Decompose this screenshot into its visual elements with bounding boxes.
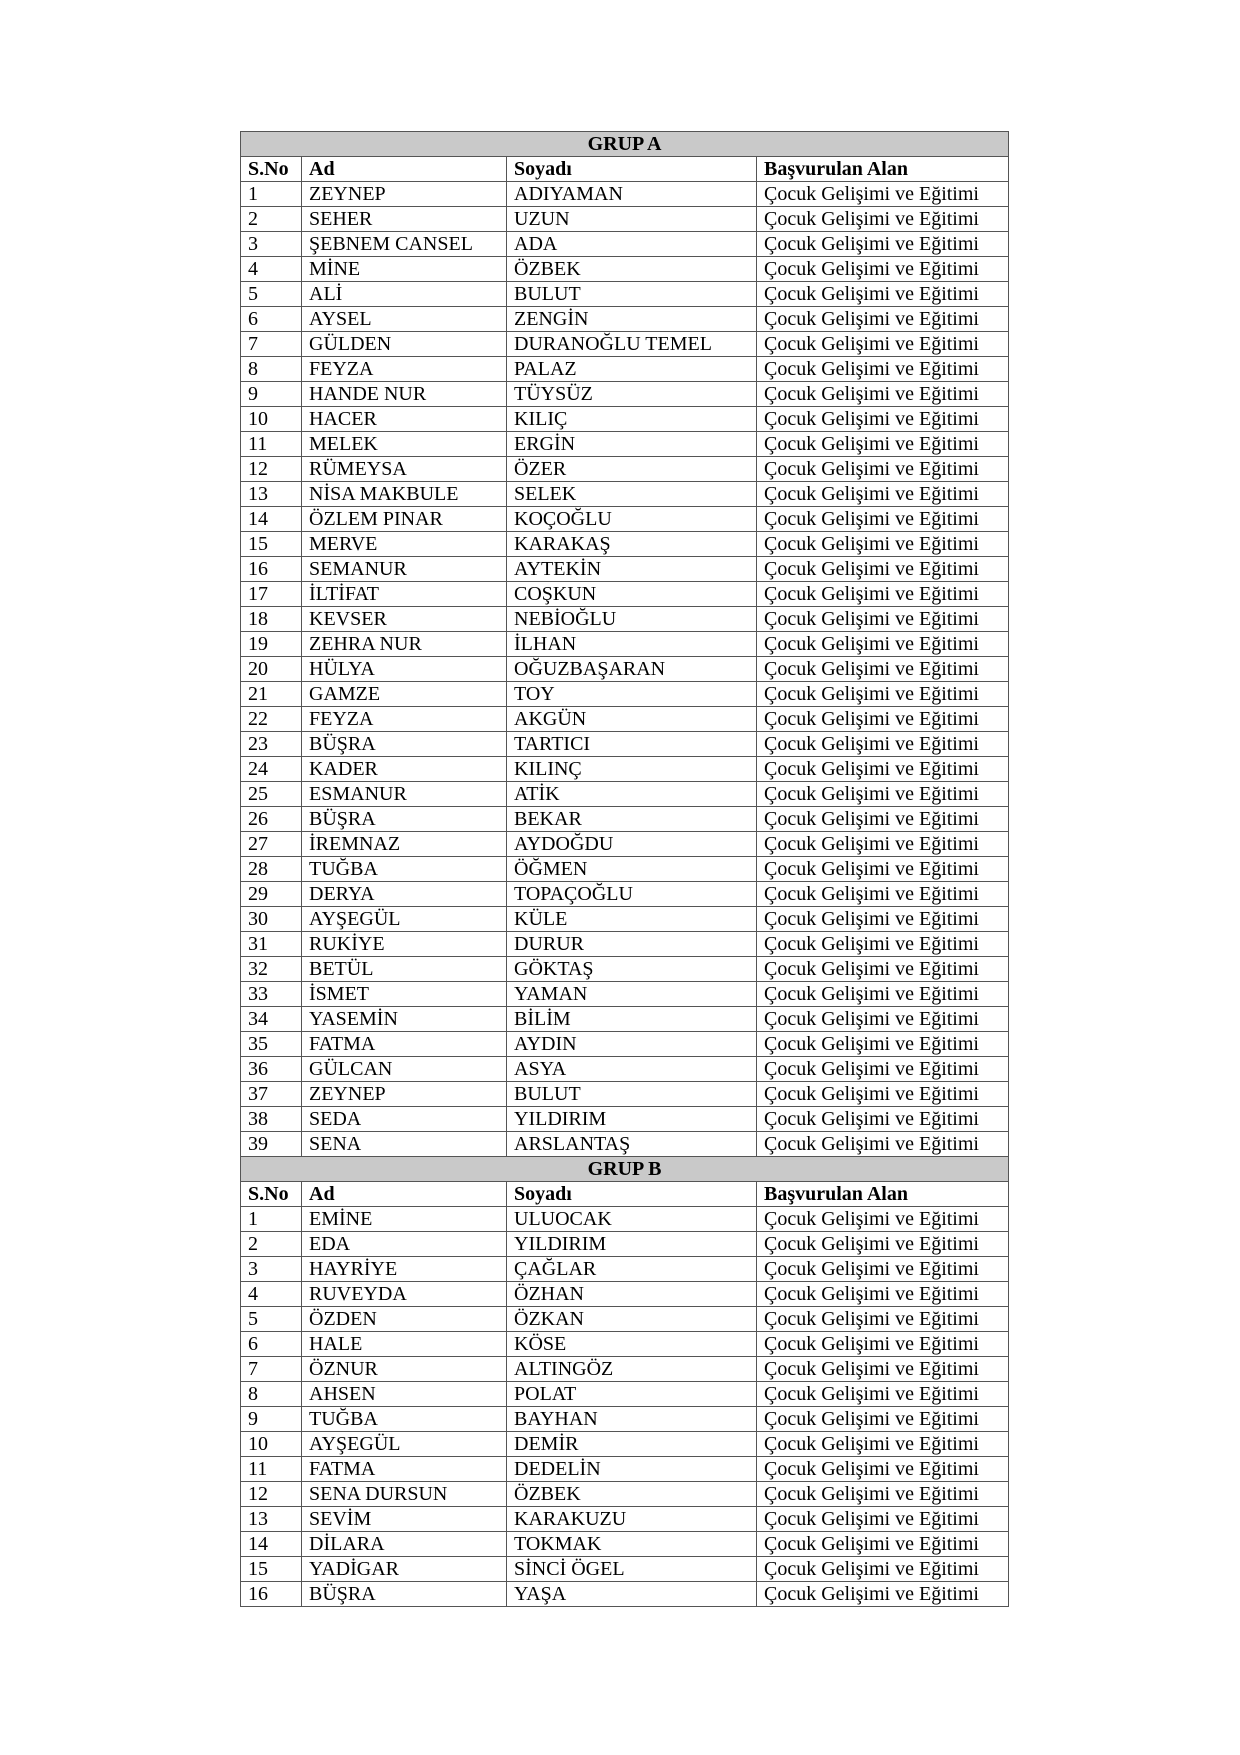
alan-cell: Çocuk Gelişimi ve Eğitimi	[757, 882, 1009, 907]
soyadi-cell: ÖZHAN	[507, 1282, 757, 1307]
table-row	[241, 1082, 1009, 1107]
sno-cell: 16	[241, 557, 302, 582]
ad-cell: RUKİYE	[302, 932, 507, 957]
soyadi-cell: BİLİM	[507, 1007, 757, 1032]
sno-cell: 33	[241, 982, 302, 1007]
soyadi-cell: ADA	[507, 232, 757, 257]
table-row	[241, 932, 1009, 957]
sno-cell: 12	[241, 457, 302, 482]
alan-cell: Çocuk Gelişimi ve Eğitimi	[757, 182, 1009, 207]
sno-cell: 29	[241, 882, 302, 907]
alan-cell: Çocuk Gelişimi ve Eğitimi	[757, 1232, 1009, 1257]
soyadi-cell: BEKAR	[507, 807, 757, 832]
alan-header: Başvurulan Alan	[757, 157, 1009, 182]
alan-cell: Çocuk Gelişimi ve Eğitimi	[757, 1407, 1009, 1432]
soyadi-cell: YILDIRIM	[507, 1232, 757, 1257]
soyadi-cell: ÖZBEK	[507, 257, 757, 282]
ad-cell: EMİNE	[302, 1207, 507, 1232]
sno-cell: 27	[241, 832, 302, 857]
soyadi-cell: GÖKTAŞ	[507, 957, 757, 982]
sno-cell: 35	[241, 1032, 302, 1057]
table-row	[241, 857, 1009, 882]
alan-cell: Çocuk Gelişimi ve Eğitimi	[757, 232, 1009, 257]
alan-cell: Çocuk Gelişimi ve Eğitimi	[757, 732, 1009, 757]
ad-cell: BÜŞRA	[302, 807, 507, 832]
table-row	[241, 1032, 1009, 1057]
table-row	[241, 557, 1009, 582]
table-row	[241, 1407, 1009, 1432]
soyadi-cell: KARAKAŞ	[507, 532, 757, 557]
ad-cell: EDA	[302, 1232, 507, 1257]
soyadi-cell: İLHAN	[507, 632, 757, 657]
alan-cell: Çocuk Gelişimi ve Eğitimi	[757, 1257, 1009, 1282]
ad-cell: ÖZNUR	[302, 1357, 507, 1382]
table-row	[241, 1232, 1009, 1257]
sno-cell: 5	[241, 282, 302, 307]
table-row	[241, 1582, 1009, 1607]
ad-cell: AHSEN	[302, 1382, 507, 1407]
table-row	[241, 1007, 1009, 1032]
ad-cell: İSMET	[302, 982, 507, 1007]
ad-cell: KEVSER	[302, 607, 507, 632]
soyadi-cell: BULUT	[507, 1082, 757, 1107]
table-row	[241, 507, 1009, 532]
soyadi-cell: OĞUZBAŞARAN	[507, 657, 757, 682]
sno-header: S.No	[241, 1182, 302, 1207]
alan-cell: Çocuk Gelişimi ve Eğitimi	[757, 1207, 1009, 1232]
soyadi-cell: COŞKUN	[507, 582, 757, 607]
sno-cell: 8	[241, 357, 302, 382]
table-row	[241, 1507, 1009, 1532]
table-row	[241, 832, 1009, 857]
sno-cell: 17	[241, 582, 302, 607]
table-row	[241, 882, 1009, 907]
alan-cell: Çocuk Gelişimi ve Eğitimi	[757, 1557, 1009, 1582]
ad-header: Ad	[302, 1182, 507, 1207]
soyadi-cell: PALAZ	[507, 357, 757, 382]
alan-cell: Çocuk Gelişimi ve Eğitimi	[757, 432, 1009, 457]
table-row	[241, 732, 1009, 757]
alan-cell: Çocuk Gelişimi ve Eğitimi	[757, 1007, 1009, 1032]
soyadi-cell: ULUOCAK	[507, 1207, 757, 1232]
ad-cell: HANDE NUR	[302, 382, 507, 407]
soyadi-cell: ERGİN	[507, 432, 757, 457]
alan-cell: Çocuk Gelişimi ve Eğitimi	[757, 532, 1009, 557]
ad-cell: ZEYNEP	[302, 182, 507, 207]
sno-cell: 9	[241, 1407, 302, 1432]
ad-cell: DERYA	[302, 882, 507, 907]
ad-cell: MİNE	[302, 257, 507, 282]
alan-cell: Çocuk Gelişimi ve Eğitimi	[757, 907, 1009, 932]
table-row	[241, 782, 1009, 807]
sno-cell: 4	[241, 1282, 302, 1307]
soyadi-cell: ÇAĞLAR	[507, 1257, 757, 1282]
soyadi-cell: AYTEKİN	[507, 557, 757, 582]
soyadi-cell: DURANOĞLU TEMEL	[507, 332, 757, 357]
soyadi-cell: SİNCİ ÖGEL	[507, 1557, 757, 1582]
sno-cell: 38	[241, 1107, 302, 1132]
sno-cell: 36	[241, 1057, 302, 1082]
alan-cell: Çocuk Gelişimi ve Eğitimi	[757, 632, 1009, 657]
ad-cell: BETÜL	[302, 957, 507, 982]
sno-cell: 5	[241, 1307, 302, 1332]
table-row	[241, 757, 1009, 782]
sno-cell: 13	[241, 1507, 302, 1532]
soyadi-cell: YILDIRIM	[507, 1107, 757, 1132]
sno-cell: 34	[241, 1007, 302, 1032]
alan-cell: Çocuk Gelişimi ve Eğitimi	[757, 1307, 1009, 1332]
ad-cell: SEDA	[302, 1107, 507, 1132]
table-row	[241, 1282, 1009, 1307]
soyadi-cell: YAŞA	[507, 1582, 757, 1607]
ad-cell: YADİGAR	[302, 1557, 507, 1582]
column-header-row	[241, 157, 1009, 182]
alan-cell: Çocuk Gelişimi ve Eğitimi	[757, 1532, 1009, 1557]
soyadi-header: Soyadı	[507, 1182, 757, 1207]
soyadi-cell: KÜLE	[507, 907, 757, 932]
alan-cell: Çocuk Gelişimi ve Eğitimi	[757, 282, 1009, 307]
sno-cell: 3	[241, 232, 302, 257]
table-row	[241, 357, 1009, 382]
ad-cell: FATMA	[302, 1032, 507, 1057]
ad-cell: YASEMİN	[302, 1007, 507, 1032]
soyadi-cell: DEMİR	[507, 1432, 757, 1457]
soyadi-cell: ÖZER	[507, 457, 757, 482]
group-title: GRUP A	[241, 132, 1009, 157]
alan-cell: Çocuk Gelişimi ve Eğitimi	[757, 382, 1009, 407]
ad-cell: FATMA	[302, 1457, 507, 1482]
ad-cell: FEYZA	[302, 357, 507, 382]
alan-cell: Çocuk Gelişimi ve Eğitimi	[757, 1432, 1009, 1457]
ad-cell: HAYRİYE	[302, 1257, 507, 1282]
sno-cell: 10	[241, 407, 302, 432]
alan-cell: Çocuk Gelişimi ve Eğitimi	[757, 1382, 1009, 1407]
sno-cell: 11	[241, 432, 302, 457]
soyadi-cell: KILINÇ	[507, 757, 757, 782]
ad-cell: SEHER	[302, 207, 507, 232]
ad-cell: MERVE	[302, 532, 507, 557]
alan-cell: Çocuk Gelişimi ve Eğitimi	[757, 307, 1009, 332]
soyadi-cell: DURUR	[507, 932, 757, 957]
table-row	[241, 682, 1009, 707]
table-row	[241, 707, 1009, 732]
table-row	[241, 657, 1009, 682]
table-row	[241, 1457, 1009, 1482]
soyadi-cell: ÖZBEK	[507, 1482, 757, 1507]
alan-cell: Çocuk Gelişimi ve Eğitimi	[757, 757, 1009, 782]
alan-cell: Çocuk Gelişimi ve Eğitimi	[757, 1482, 1009, 1507]
table-row	[241, 482, 1009, 507]
ad-cell: GÜLCAN	[302, 1057, 507, 1082]
group-title: GRUP B	[241, 1157, 1009, 1182]
soyadi-cell: NEBİOĞLU	[507, 607, 757, 632]
sno-cell: 14	[241, 507, 302, 532]
table-row	[241, 1357, 1009, 1382]
alan-cell: Çocuk Gelişimi ve Eğitimi	[757, 607, 1009, 632]
table-row	[241, 182, 1009, 207]
alan-cell: Çocuk Gelişimi ve Eğitimi	[757, 832, 1009, 857]
ad-cell: ALİ	[302, 282, 507, 307]
sno-cell: 30	[241, 907, 302, 932]
soyadi-cell: YAMAN	[507, 982, 757, 1007]
table-row	[241, 282, 1009, 307]
table-row	[241, 257, 1009, 282]
ad-cell: AYŞEGÜL	[302, 1432, 507, 1457]
alan-cell: Çocuk Gelişimi ve Eğitimi	[757, 807, 1009, 832]
soyadi-cell: AYDIN	[507, 1032, 757, 1057]
table-row	[241, 807, 1009, 832]
table-row	[241, 1307, 1009, 1332]
table-row	[241, 432, 1009, 457]
alan-cell: Çocuk Gelişimi ve Eğitimi	[757, 557, 1009, 582]
sno-cell: 8	[241, 1382, 302, 1407]
alan-cell: Çocuk Gelişimi ve Eğitimi	[757, 1582, 1009, 1607]
ad-cell: DİLARA	[302, 1532, 507, 1557]
ad-cell: ZEHRA NUR	[302, 632, 507, 657]
sno-cell: 2	[241, 1232, 302, 1257]
sno-cell: 4	[241, 257, 302, 282]
alan-cell: Çocuk Gelişimi ve Eğitimi	[757, 207, 1009, 232]
table-row	[241, 1382, 1009, 1407]
soyadi-cell: KÖSE	[507, 1332, 757, 1357]
alan-header: Başvurulan Alan	[757, 1182, 1009, 1207]
sno-cell: 23	[241, 732, 302, 757]
table-row	[241, 1332, 1009, 1357]
ad-cell: AYSEL	[302, 307, 507, 332]
sno-cell: 14	[241, 1532, 302, 1557]
table-row	[241, 232, 1009, 257]
sno-cell: 10	[241, 1432, 302, 1457]
ad-cell: İLTİFAT	[302, 582, 507, 607]
soyadi-cell: UZUN	[507, 207, 757, 232]
soyadi-cell: BAYHAN	[507, 1407, 757, 1432]
table-row	[241, 207, 1009, 232]
table-row	[241, 332, 1009, 357]
ad-header: Ad	[302, 157, 507, 182]
sno-cell: 11	[241, 1457, 302, 1482]
ad-cell: SEVİM	[302, 1507, 507, 1532]
alan-cell: Çocuk Gelişimi ve Eğitimi	[757, 1507, 1009, 1532]
soyadi-cell: SELEK	[507, 482, 757, 507]
ad-cell: ZEYNEP	[302, 1082, 507, 1107]
soyadi-cell: TOPAÇOĞLU	[507, 882, 757, 907]
alan-cell: Çocuk Gelişimi ve Eğitimi	[757, 1357, 1009, 1382]
ad-cell: HÜLYA	[302, 657, 507, 682]
sno-cell: 32	[241, 957, 302, 982]
ad-cell: BÜŞRA	[302, 1582, 507, 1607]
sno-cell: 12	[241, 1482, 302, 1507]
soyadi-cell: KARAKUZU	[507, 1507, 757, 1532]
alan-cell: Çocuk Gelişimi ve Eğitimi	[757, 1107, 1009, 1132]
table-row	[241, 1557, 1009, 1582]
sno-cell: 21	[241, 682, 302, 707]
ad-cell: İREMNAZ	[302, 832, 507, 857]
alan-cell: Çocuk Gelişimi ve Eğitimi	[757, 657, 1009, 682]
alan-cell: Çocuk Gelişimi ve Eğitimi	[757, 257, 1009, 282]
sno-cell: 9	[241, 382, 302, 407]
ad-cell: KADER	[302, 757, 507, 782]
sno-cell: 1	[241, 182, 302, 207]
sno-cell: 6	[241, 1332, 302, 1357]
column-header-row	[241, 1182, 1009, 1207]
alan-cell: Çocuk Gelişimi ve Eğitimi	[757, 782, 1009, 807]
ad-cell: GAMZE	[302, 682, 507, 707]
sno-cell: 2	[241, 207, 302, 232]
table-row	[241, 582, 1009, 607]
sno-cell: 1	[241, 1207, 302, 1232]
table-row	[241, 1532, 1009, 1557]
table-row	[241, 1482, 1009, 1507]
ad-cell: RÜMEYSA	[302, 457, 507, 482]
table-row	[241, 1432, 1009, 1457]
soyadi-cell: TOKMAK	[507, 1532, 757, 1557]
alan-cell: Çocuk Gelişimi ve Eğitimi	[757, 1082, 1009, 1107]
soyadi-cell: ALTINGÖZ	[507, 1357, 757, 1382]
ad-cell: SENA	[302, 1132, 507, 1157]
soyadi-cell: AYDOĞDU	[507, 832, 757, 857]
alan-cell: Çocuk Gelişimi ve Eğitimi	[757, 457, 1009, 482]
soyadi-cell: ATİK	[507, 782, 757, 807]
alan-cell: Çocuk Gelişimi ve Eğitimi	[757, 707, 1009, 732]
soyadi-cell: KOÇOĞLU	[507, 507, 757, 532]
sno-cell: 13	[241, 482, 302, 507]
ad-cell: ÖZLEM PINAR	[302, 507, 507, 532]
ad-cell: AYŞEGÜL	[302, 907, 507, 932]
alan-cell: Çocuk Gelişimi ve Eğitimi	[757, 1332, 1009, 1357]
alan-cell: Çocuk Gelişimi ve Eğitimi	[757, 482, 1009, 507]
sno-header: S.No	[241, 157, 302, 182]
sno-cell: 22	[241, 707, 302, 732]
alan-cell: Çocuk Gelişimi ve Eğitimi	[757, 507, 1009, 532]
soyadi-cell: BULUT	[507, 282, 757, 307]
soyadi-cell: ASYA	[507, 1057, 757, 1082]
sno-cell: 25	[241, 782, 302, 807]
ad-cell: BÜŞRA	[302, 732, 507, 757]
alan-cell: Çocuk Gelişimi ve Eğitimi	[757, 682, 1009, 707]
sno-cell: 15	[241, 532, 302, 557]
applicant-table	[240, 131, 1009, 1607]
ad-cell: ŞEBNEM CANSEL	[302, 232, 507, 257]
ad-cell: FEYZA	[302, 707, 507, 732]
ad-cell: HALE	[302, 1332, 507, 1357]
soyadi-cell: ZENGİN	[507, 307, 757, 332]
sno-cell: 31	[241, 932, 302, 957]
ad-cell: ÖZDEN	[302, 1307, 507, 1332]
soyadi-cell: KILIÇ	[507, 407, 757, 432]
ad-cell: TUĞBA	[302, 1407, 507, 1432]
table-row	[241, 1207, 1009, 1232]
alan-cell: Çocuk Gelişimi ve Eğitimi	[757, 1282, 1009, 1307]
table-row	[241, 407, 1009, 432]
table-row	[241, 382, 1009, 407]
ad-cell: HACER	[302, 407, 507, 432]
alan-cell: Çocuk Gelişimi ve Eğitimi	[757, 857, 1009, 882]
soyadi-cell: AKGÜN	[507, 707, 757, 732]
table-row	[241, 1132, 1009, 1157]
alan-cell: Çocuk Gelişimi ve Eğitimi	[757, 1032, 1009, 1057]
table-row	[241, 457, 1009, 482]
alan-cell: Çocuk Gelişimi ve Eğitimi	[757, 1132, 1009, 1157]
soyadi-cell: TARTICI	[507, 732, 757, 757]
sno-cell: 39	[241, 1132, 302, 1157]
sno-cell: 20	[241, 657, 302, 682]
ad-cell: SENA DURSUN	[302, 1482, 507, 1507]
soyadi-cell: ÖZKAN	[507, 1307, 757, 1332]
sno-cell: 7	[241, 332, 302, 357]
ad-cell: MELEK	[302, 432, 507, 457]
table-row	[241, 632, 1009, 657]
sno-cell: 37	[241, 1082, 302, 1107]
soyadi-cell: TÜYSÜZ	[507, 382, 757, 407]
table-row	[241, 307, 1009, 332]
sno-cell: 7	[241, 1357, 302, 1382]
soyadi-cell: ADIYAMAN	[507, 182, 757, 207]
sno-cell: 18	[241, 607, 302, 632]
table-row	[241, 1107, 1009, 1132]
table-row	[241, 532, 1009, 557]
table-row	[241, 607, 1009, 632]
soyadi-cell: ARSLANTAŞ	[507, 1132, 757, 1157]
sno-cell: 16	[241, 1582, 302, 1607]
soyadi-cell: TOY	[507, 682, 757, 707]
soyadi-cell: DEDELİN	[507, 1457, 757, 1482]
group-title-row	[241, 132, 1009, 157]
alan-cell: Çocuk Gelişimi ve Eğitimi	[757, 932, 1009, 957]
sno-cell: 19	[241, 632, 302, 657]
alan-cell: Çocuk Gelişimi ve Eğitimi	[757, 1457, 1009, 1482]
alan-cell: Çocuk Gelişimi ve Eğitimi	[757, 332, 1009, 357]
sno-cell: 28	[241, 857, 302, 882]
group-title-row	[241, 1157, 1009, 1182]
table-row	[241, 1057, 1009, 1082]
ad-cell: TUĞBA	[302, 857, 507, 882]
table-row	[241, 1257, 1009, 1282]
alan-cell: Çocuk Gelişimi ve Eğitimi	[757, 982, 1009, 1007]
soyadi-cell: POLAT	[507, 1382, 757, 1407]
ad-cell: ESMANUR	[302, 782, 507, 807]
alan-cell: Çocuk Gelişimi ve Eğitimi	[757, 957, 1009, 982]
sno-cell: 15	[241, 1557, 302, 1582]
ad-cell: GÜLDEN	[302, 332, 507, 357]
sno-cell: 6	[241, 307, 302, 332]
alan-cell: Çocuk Gelişimi ve Eğitimi	[757, 1057, 1009, 1082]
alan-cell: Çocuk Gelişimi ve Eğitimi	[757, 407, 1009, 432]
alan-cell: Çocuk Gelişimi ve Eğitimi	[757, 357, 1009, 382]
table-row	[241, 907, 1009, 932]
ad-cell: RUVEYDA	[302, 1282, 507, 1307]
ad-cell: NİSA MAKBULE	[302, 482, 507, 507]
ad-cell: SEMANUR	[302, 557, 507, 582]
table-row	[241, 957, 1009, 982]
alan-cell: Çocuk Gelişimi ve Eğitimi	[757, 582, 1009, 607]
sno-cell: 26	[241, 807, 302, 832]
soyadi-cell: ÖĞMEN	[507, 857, 757, 882]
soyadi-header: Soyadı	[507, 157, 757, 182]
table-row	[241, 982, 1009, 1007]
sno-cell: 3	[241, 1257, 302, 1282]
sno-cell: 24	[241, 757, 302, 782]
